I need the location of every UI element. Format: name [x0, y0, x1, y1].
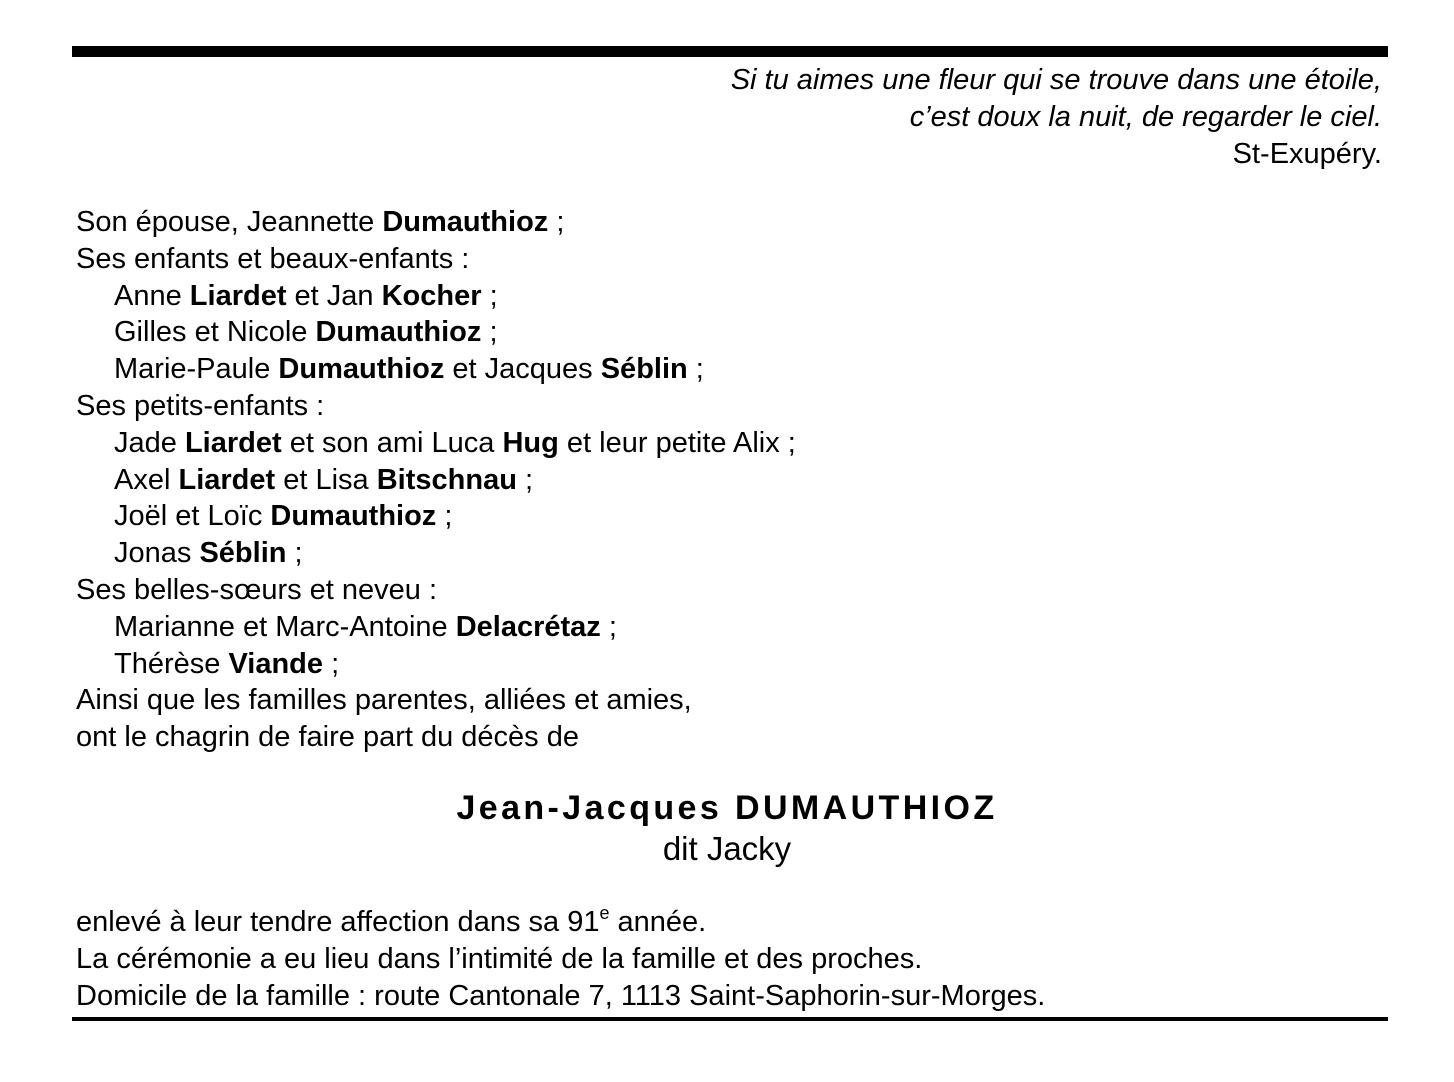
family-text: Anne — [114, 279, 190, 312]
family-text: Jonas — [114, 537, 200, 570]
age-prefix: enlevé à leur tendre affection dans sa 91 — [76, 906, 600, 938]
epigraph-quote — [731, 62, 1382, 173]
family-text: Gilles et Nicole — [114, 316, 316, 349]
family-text: Joël et Loïc — [114, 500, 271, 533]
family-surname: Liardet — [184, 426, 282, 459]
family-text: ; — [516, 463, 534, 496]
family-text: Marie-Paule — [114, 353, 279, 386]
family-text: Ses enfants et beaux-enfants : — [76, 242, 470, 275]
ceremony-line: La cérémonie a eu lieu dans l’intimité de la famille et des proches. — [76, 943, 923, 975]
family-text: ; — [481, 316, 498, 349]
age-ordinal-suffix: e — [599, 903, 610, 923]
family-line — [76, 719, 796, 756]
family-text: Son épouse, Jeannette — [76, 206, 383, 238]
family-surname: Séblin — [199, 537, 287, 570]
quote-line-2: c’est doux la nuit, de regarder le ciel. — [909, 101, 1382, 133]
family-text: Ses petits-enfants : — [76, 389, 325, 422]
family-text: ; — [687, 353, 704, 386]
family-text: ; — [548, 206, 565, 238]
family-text: Thérèse — [114, 647, 229, 680]
family-surname: Hug — [502, 426, 559, 459]
family-text: ont le chagrin de faire part du décès de — [76, 721, 579, 754]
family-surname: Bitschnau — [376, 463, 517, 496]
deceased-name: Jean-Jacques DUMAUTHIOZ — [456, 789, 998, 827]
family-surname: Viande — [228, 647, 324, 680]
family-text: et Jacques — [444, 353, 601, 386]
family-line — [76, 241, 796, 278]
family-list — [76, 204, 796, 756]
family-text: ; — [600, 610, 617, 643]
deceased-nickname: dit Jacky — [662, 830, 792, 867]
quote-author: St-Exupéry. — [1232, 138, 1382, 170]
family-surname: Dumauthioz — [315, 316, 482, 349]
family-line — [76, 682, 796, 719]
family-text: ; — [286, 537, 303, 570]
family-text: Marianne et Marc-Antoine — [114, 610, 456, 643]
deceased-block — [0, 786, 1454, 870]
family-line — [76, 388, 796, 425]
age-line — [76, 904, 1045, 941]
address-line: Domicile de la famille : route Cantonale 7, 1113 Saint-Saphorin-sur-Morges. — [76, 980, 1046, 1012]
family-line — [76, 204, 796, 241]
family-surname: Dumauthioz — [382, 206, 549, 238]
family-text: Jade — [114, 426, 185, 459]
bottom-rule — [72, 1017, 1388, 1021]
family-line — [76, 646, 796, 683]
closing-text — [76, 904, 1045, 1015]
family-text: et son ami Luca — [281, 426, 503, 459]
quote-line-1: Si tu aimes une fleur qui se trouve dans une étoile, — [730, 64, 1382, 96]
family-text: et leur petite Alix ; — [558, 426, 796, 459]
family-line — [76, 535, 796, 572]
age-suffix: année. — [609, 906, 707, 938]
family-text: ; — [481, 279, 498, 312]
family-text: et Jan — [286, 279, 382, 312]
family-line — [76, 498, 796, 535]
family-line — [76, 572, 796, 609]
family-surname: Liardet — [189, 279, 287, 312]
family-line — [76, 278, 796, 315]
family-text: et Lisa — [275, 463, 377, 496]
family-text: Ainsi que les familles parentes, alliées et amies, — [76, 684, 692, 717]
family-line — [76, 351, 796, 388]
family-text: Ses belles-sœurs et neveu : — [76, 573, 438, 606]
family-line — [76, 462, 796, 499]
family-text: Axel — [114, 463, 179, 496]
family-surname: Dumauthioz — [270, 500, 437, 533]
family-line — [76, 425, 796, 462]
family-surname: Liardet — [178, 463, 276, 496]
family-surname: Séblin — [600, 353, 688, 386]
family-line — [76, 314, 796, 351]
family-surname: Dumauthioz — [278, 353, 445, 386]
family-surname: Kocher — [381, 279, 482, 312]
top-rule — [72, 46, 1388, 57]
family-text: ; — [323, 647, 340, 680]
family-surname: Delacrétaz — [455, 610, 601, 643]
family-text: ; — [436, 500, 453, 533]
family-line — [76, 609, 796, 646]
